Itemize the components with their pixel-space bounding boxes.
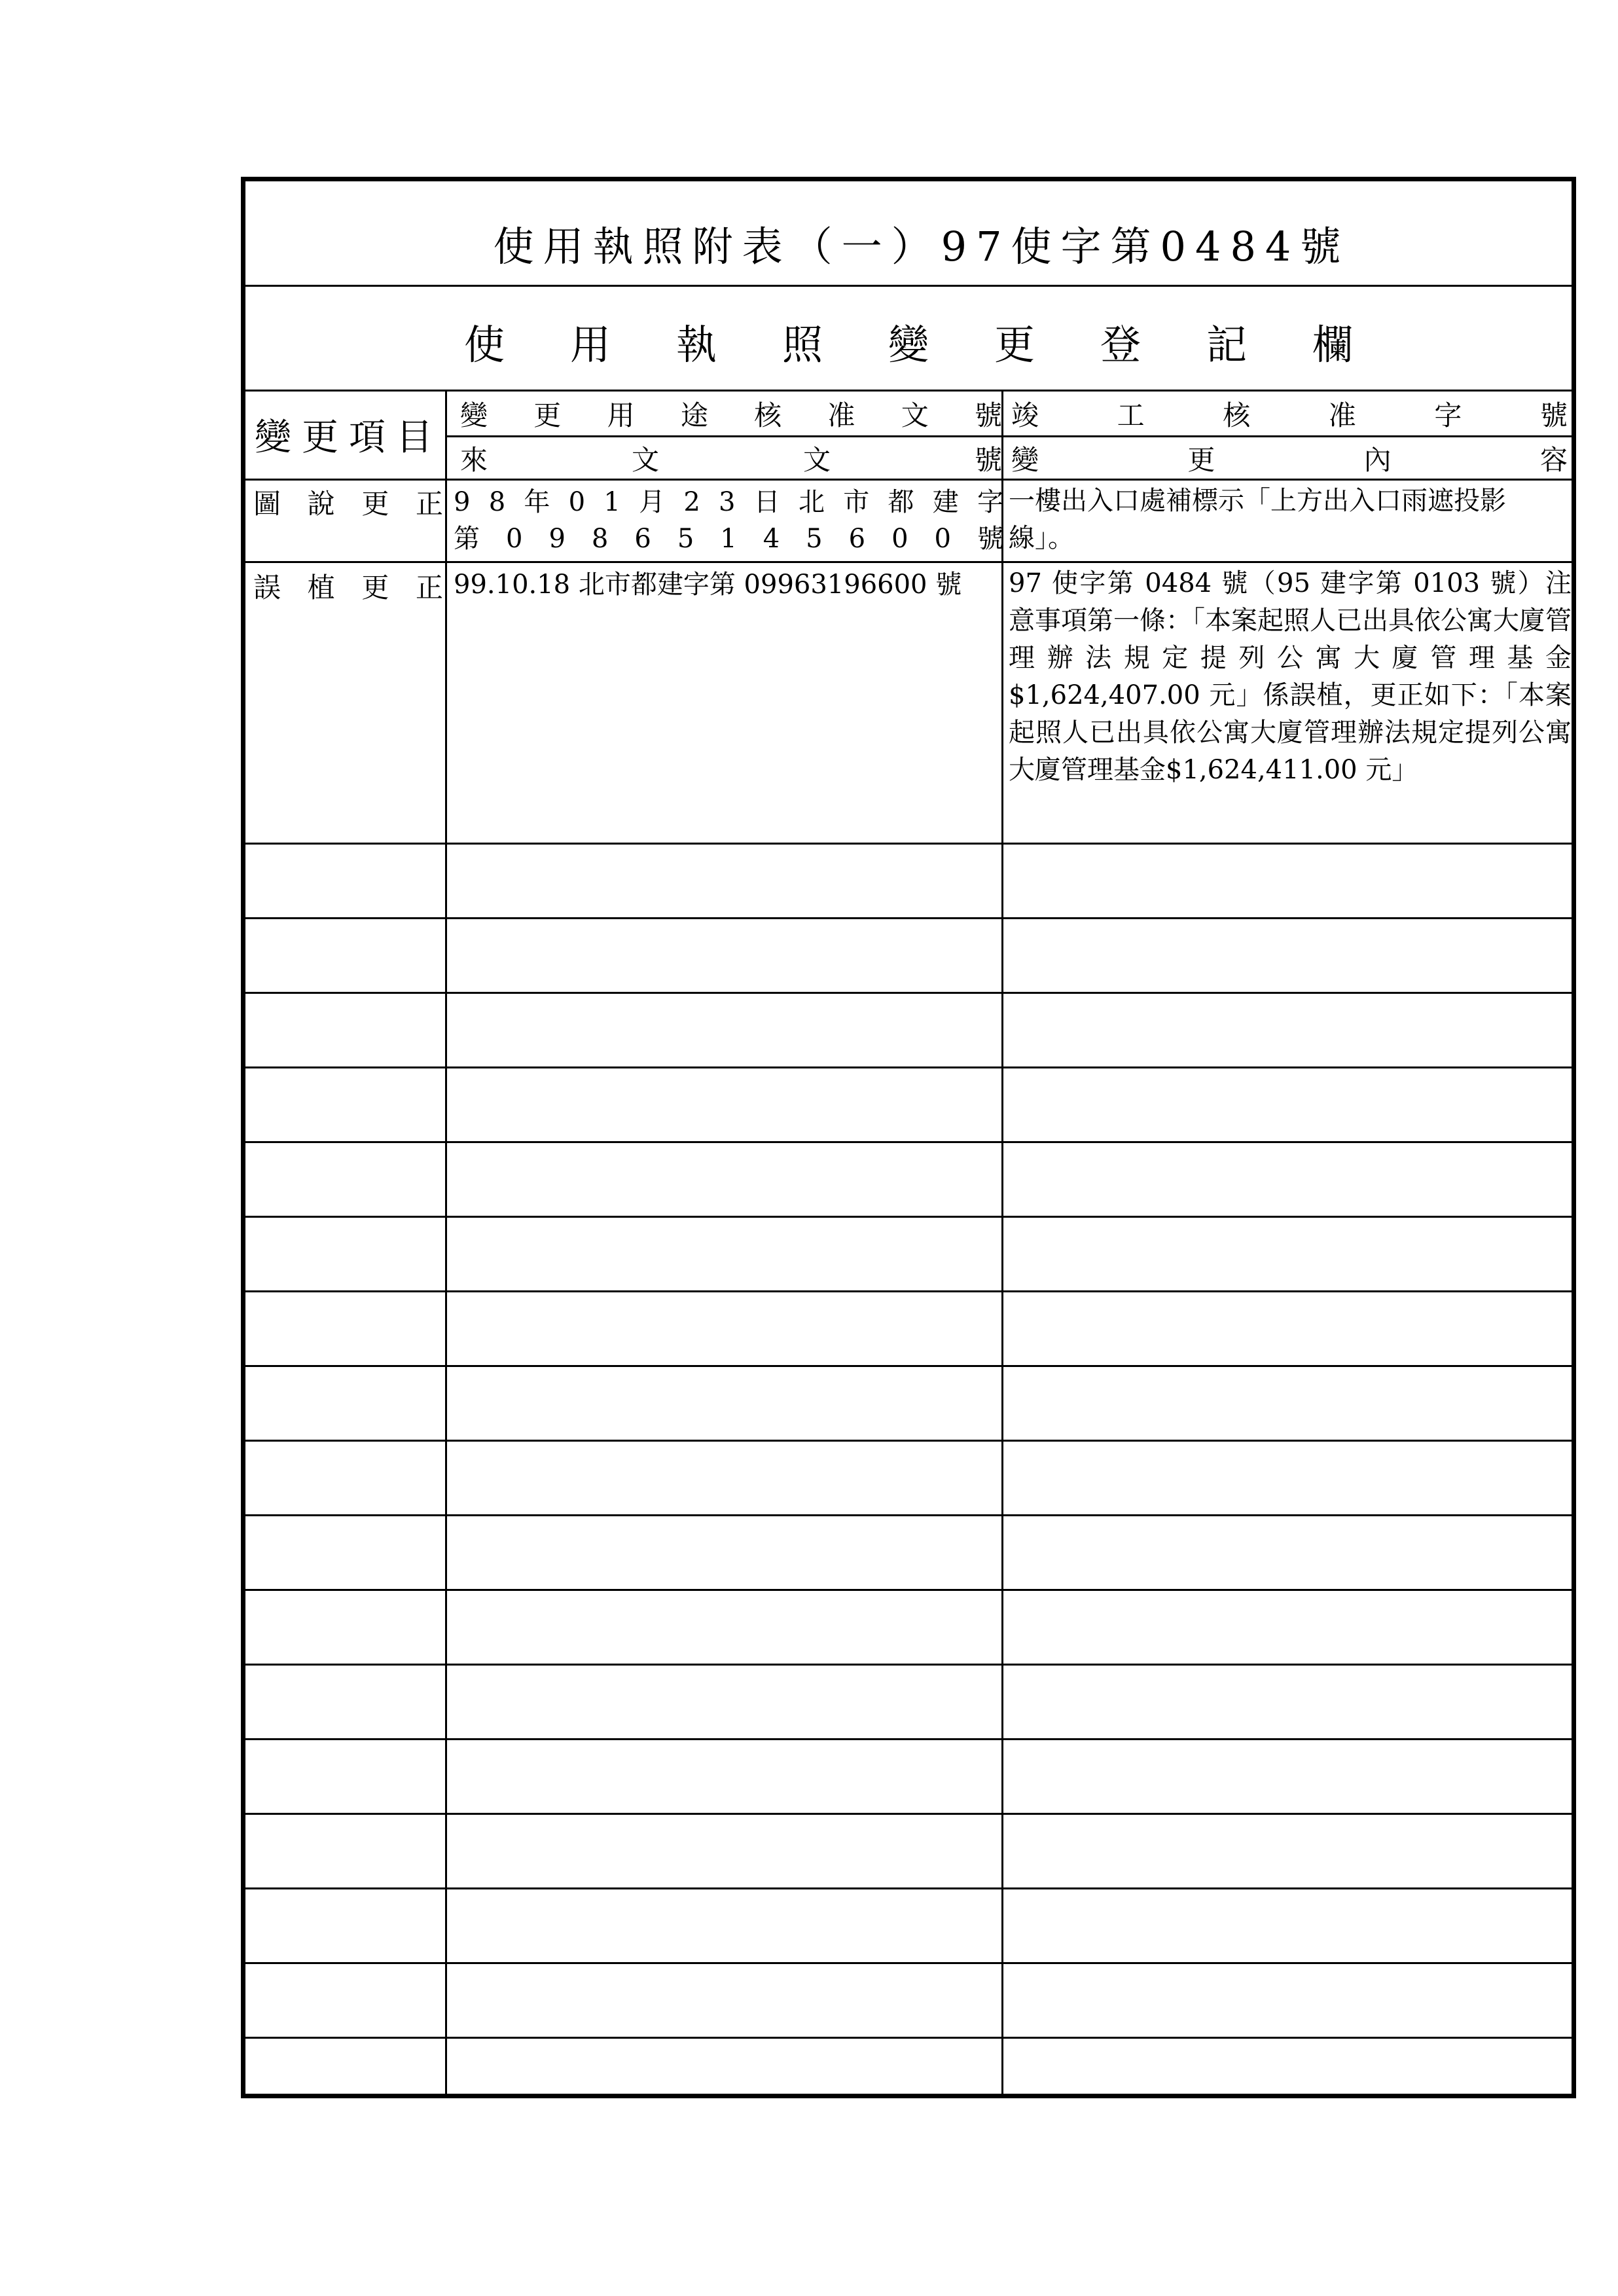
header-char: 途 (680, 399, 708, 431)
header-char: 更 (533, 399, 562, 431)
doc-char: 北 (798, 486, 825, 517)
column-divider-1 (445, 390, 447, 2094)
header-char: 變 (460, 399, 488, 431)
doc-char: 建 (932, 486, 959, 517)
section-title-text: 使用執照變更登記欄 (463, 321, 1418, 369)
title-text: 使用執照附表（一）97使字第0484號 (493, 223, 1350, 270)
header-approval-doc-no (460, 392, 1002, 435)
empty-row-divider (245, 1290, 1572, 1292)
doc-char: 1 (603, 486, 620, 517)
empty-row-divider (245, 1216, 1572, 1218)
register-table (241, 177, 1576, 2098)
empty-row-divider (245, 1589, 1572, 1591)
row1-doc-line1 (454, 484, 1003, 520)
header-incoming-doc-no (460, 438, 1002, 479)
header-char: 准 (1328, 399, 1356, 431)
doc-char: 4 (763, 523, 780, 554)
doc-char: 2 (683, 486, 700, 517)
header-item-text: 變更項目 (255, 416, 443, 459)
header-char: 號 (974, 444, 1002, 476)
header-char: 內 (1363, 444, 1392, 476)
doc-char: 0 (506, 523, 523, 554)
empty-row-divider (245, 1664, 1572, 1666)
doc-char: 年 (524, 486, 550, 517)
header-char: 號 (974, 399, 1002, 431)
header-char: 字 (1434, 399, 1462, 431)
section-title (245, 312, 1572, 371)
doc-char: 8 (591, 523, 609, 554)
row-item-char: 正 (415, 572, 443, 604)
header-divider (445, 435, 1572, 437)
header-char: 容 (1539, 444, 1568, 476)
header-char: 工 (1117, 399, 1145, 431)
doc-char: 3 (719, 486, 736, 517)
empty-row-divider (245, 1141, 1572, 1143)
doc-char: 1 (720, 523, 737, 554)
doc-char: 8 (488, 486, 506, 517)
doc-char: 0 (568, 486, 586, 517)
header-char: 核 (754, 399, 782, 431)
row-item-char: 圖 (253, 488, 281, 520)
row1-doc-line2 (454, 520, 1003, 557)
empty-row-divider (245, 1514, 1572, 1516)
row2-content-text: 97 使字第 0484 號（95 建字第 0103 號）注意事項第一條：「本案起照人已出具依公寓大廈管理辦法規定提列公寓大廈管理基金$1,624,407.00 元」係誤植，更正如下：「本案起照人已出具依公寓大廈管理辦法規定提列公寓大廈管理基金$1,624,411.00 元」 (1009, 568, 1572, 785)
header-char: 文 (631, 444, 659, 476)
doc-char: 6 (634, 523, 651, 554)
divider (245, 285, 1572, 287)
header-char: 來 (460, 444, 488, 476)
doc-char: 5 (677, 523, 694, 554)
doc-char: 6 (848, 523, 866, 554)
doc-char: 0 (891, 523, 908, 554)
doc-char: 日 (753, 486, 780, 517)
empty-row-divider (245, 1962, 1572, 1964)
empty-row-divider (245, 1738, 1572, 1740)
divider (245, 390, 1572, 392)
row2-doc-text: 99.10.18 北市都建字第 09963196600 號 (454, 570, 962, 600)
header-completion-no (1011, 392, 1568, 435)
row-item-char: 更 (361, 488, 389, 520)
divider (245, 479, 1572, 481)
empty-row-divider (245, 1440, 1572, 1442)
empty-row-divider (245, 1066, 1572, 1068)
header-char: 文 (802, 444, 831, 476)
doc-char: 月 (639, 486, 666, 517)
row-item-char: 正 (415, 488, 443, 520)
header-char: 號 (1539, 399, 1568, 431)
doc-char: 9 (548, 523, 566, 554)
header-char: 文 (901, 399, 929, 431)
row1-content (1009, 483, 1570, 561)
row2-item (253, 568, 443, 604)
empty-row-divider (245, 1813, 1572, 1815)
doc-char: 9 (454, 486, 471, 517)
doc-char: 號 (977, 523, 1003, 554)
empty-row-divider (245, 1365, 1572, 1367)
doc-char: 5 (806, 523, 823, 554)
row2-content (1009, 565, 1572, 840)
document-title (245, 214, 1572, 273)
row-item-char: 說 (307, 488, 335, 520)
row-item-char: 更 (361, 572, 389, 604)
header-char: 核 (1223, 399, 1251, 431)
empty-row-divider (245, 917, 1572, 919)
divider (245, 561, 1572, 563)
row-item-char: 植 (307, 572, 335, 604)
empty-row-divider (245, 1887, 1572, 1889)
row-item-char: 誤 (253, 572, 281, 604)
doc-char: 字 (977, 486, 1003, 517)
header-change-content (1011, 438, 1568, 479)
divider (245, 843, 1572, 845)
header-item (255, 392, 451, 477)
column-divider-2 (1001, 390, 1003, 2094)
doc-char: 市 (843, 486, 870, 517)
header-char: 准 (827, 399, 855, 431)
header-char: 更 (1187, 444, 1215, 476)
header-char: 變 (1011, 444, 1039, 476)
doc-char: 第 (454, 523, 480, 554)
empty-row-divider (245, 2037, 1572, 2039)
row1-item (253, 484, 443, 520)
header-char: 用 (607, 399, 635, 431)
header-char: 竣 (1011, 399, 1039, 431)
row1-content-text: 一樓出入口處補標示「上方出入口雨遮投影線」。 (1009, 486, 1506, 553)
doc-char: 都 (888, 486, 914, 517)
row2-doc (454, 566, 1003, 606)
empty-row-divider (245, 992, 1572, 994)
doc-char: 0 (934, 523, 951, 554)
